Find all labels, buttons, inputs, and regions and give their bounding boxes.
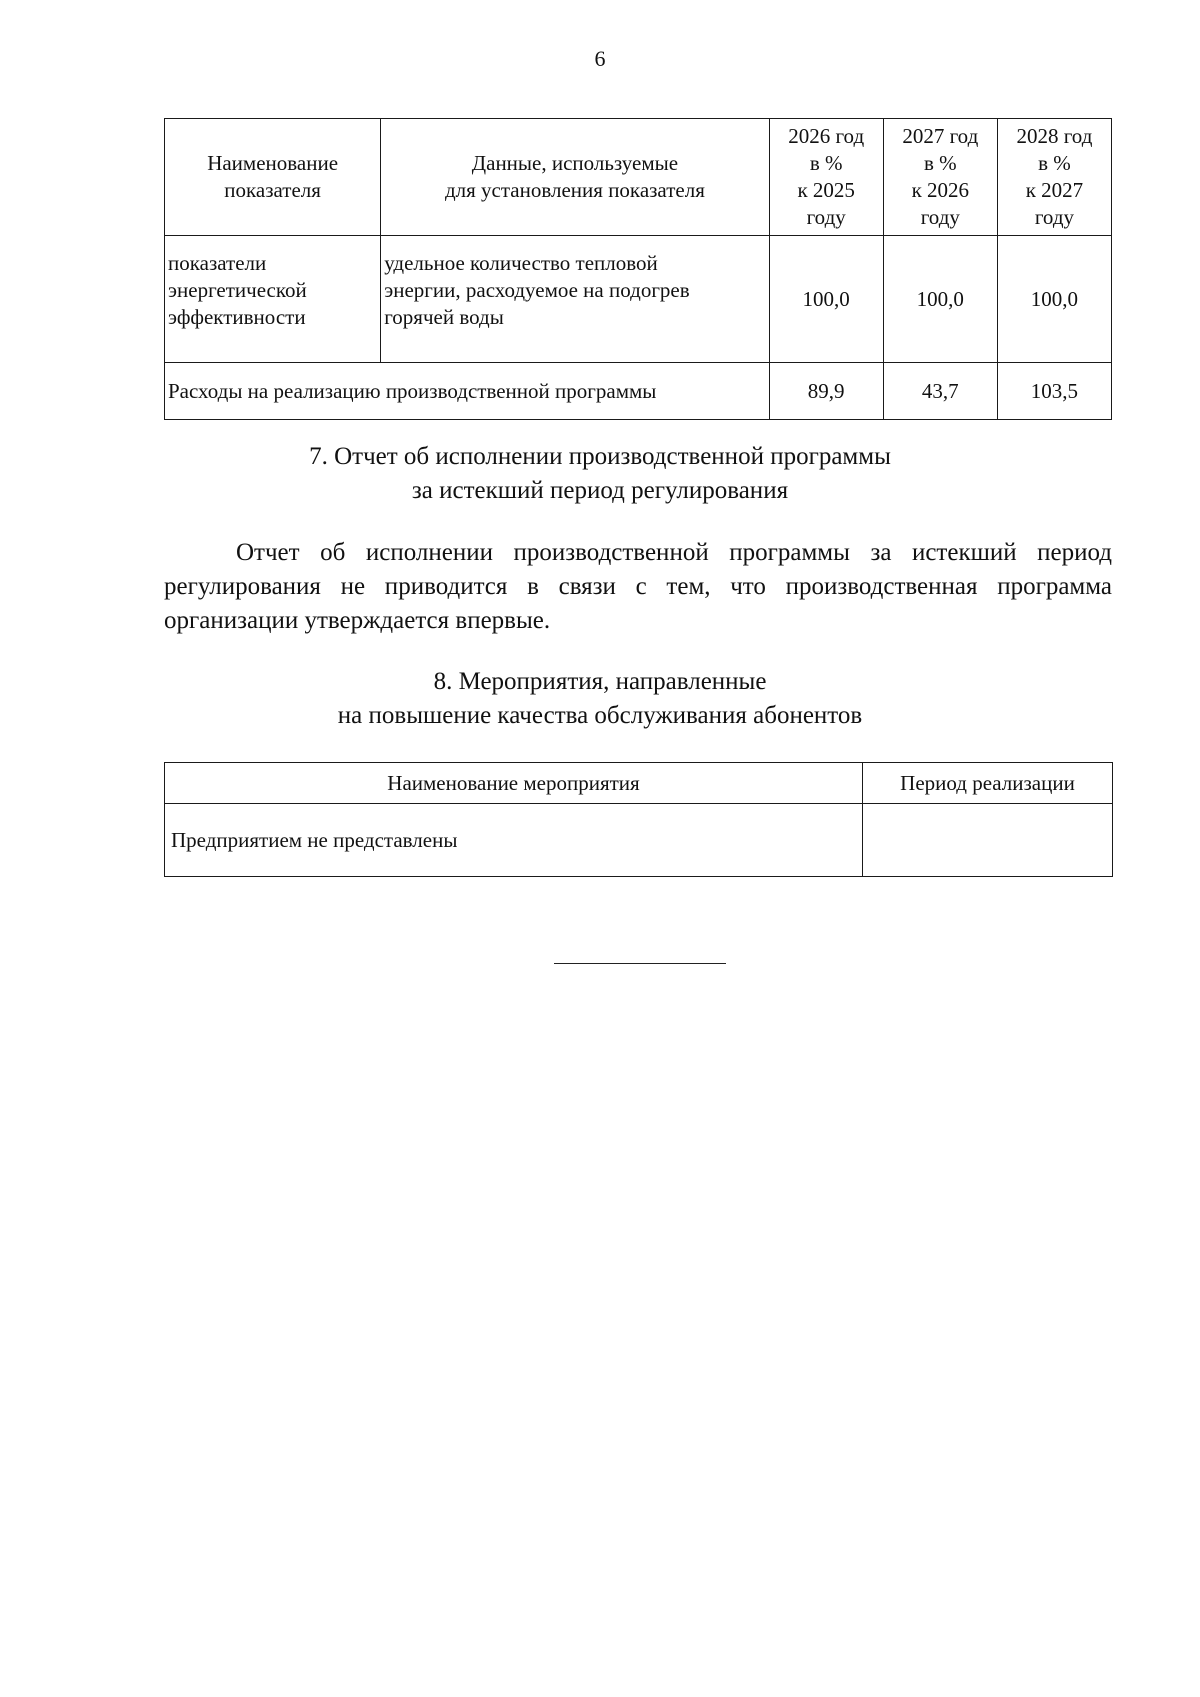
indicator-data-cell: удельное количество тепловой энергии, расходуемое на подогрев горячей воды — [381, 236, 769, 363]
value-2028-cell: 100,0 — [997, 236, 1111, 363]
header-event-name: Наименование мероприятия — [165, 763, 863, 804]
expenses-label-cell: Расходы на реализацию производственной программы — [165, 363, 770, 420]
header-indicator-data: Данные, используемые для установления показателя — [381, 119, 769, 236]
header-year-2026: 2026 год в % к 2025 году — [769, 119, 883, 236]
section-7-heading — [0, 440, 1200, 508]
value-2026-cell: 100,0 — [769, 236, 883, 363]
events-table — [164, 762, 1113, 877]
end-divider — [554, 963, 726, 964]
header-year-2028: 2028 год в % к 2027 году — [997, 119, 1111, 236]
section-7-title-line1: 7. Отчет об исполнении производственной программы — [309, 443, 891, 470]
table-row — [165, 236, 1112, 363]
expenses-2026-cell: 89,9 — [769, 363, 883, 420]
section-8-heading — [0, 665, 1200, 733]
expenses-2027-cell: 43,7 — [883, 363, 997, 420]
section-7-title-line2: за истекший период регулирования — [411, 477, 789, 504]
indicators-table — [164, 118, 1112, 420]
event-period-cell — [863, 804, 1113, 877]
header-event-period: Период реализации — [863, 763, 1113, 804]
event-name-cell: Предприятием не представлены — [165, 804, 863, 877]
section-8-title-line1: 8. Мероприятия, направленные — [433, 668, 767, 695]
indicator-name-cell: показатели энергетической эффективности — [165, 236, 381, 363]
events-table-header — [165, 763, 1113, 804]
indicators-table-header — [165, 119, 1112, 236]
section-7-paragraph: Отчет об исполнении производственной программы за истекший период регулирования не приводится в связи с тем, что производственная программа организации утверждается впервые. — [164, 539, 1112, 634]
table-row — [165, 804, 1113, 877]
value-2027-cell: 100,0 — [883, 236, 997, 363]
page-number: 6 — [594, 46, 606, 71]
section-8-title-line2: на повышение качества обслуживания абонентов — [337, 702, 863, 729]
header-year-2027: 2027 год в % к 2026 году — [883, 119, 997, 236]
header-indicator-name: Наименование показателя — [165, 119, 381, 236]
expenses-row — [165, 363, 1112, 420]
expenses-2028-cell: 103,5 — [997, 363, 1111, 420]
